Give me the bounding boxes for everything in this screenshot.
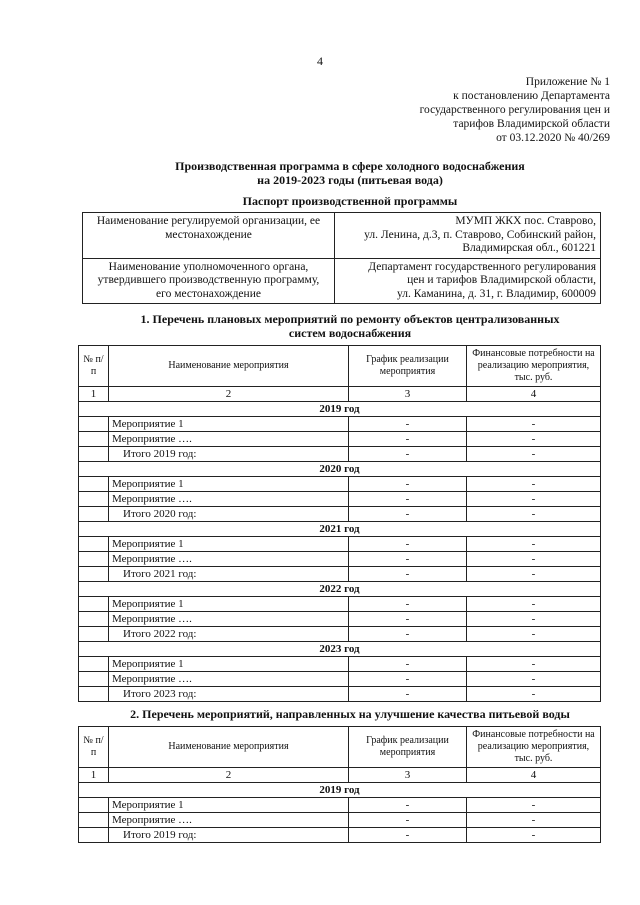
- event-finance: -: [467, 657, 601, 672]
- passport-text: его местонахождение: [156, 287, 261, 300]
- event-number: [79, 612, 109, 627]
- appendix-line: к постановлению Департамента: [453, 90, 610, 102]
- program-title-line: на 2019-2023 годы (питьевая вода): [257, 173, 443, 187]
- event-finance: -: [467, 537, 601, 552]
- program-title: [80, 159, 620, 187]
- section1-title: [80, 312, 620, 340]
- appendix-block: [360, 75, 610, 145]
- event-number: [79, 798, 109, 813]
- total-finance: -: [467, 687, 601, 702]
- total-number: [79, 507, 109, 522]
- column-numbers-row: [79, 768, 601, 783]
- event-row: [79, 552, 601, 567]
- passport-text: утвердившего производственную программу,: [97, 274, 320, 286]
- col-finance-header: Финансовые потребности на реализацию мероприятия, тыс. руб.: [467, 727, 601, 768]
- total-schedule: -: [349, 567, 467, 582]
- total-number: [79, 627, 109, 642]
- year-label: 2019 год: [79, 783, 601, 798]
- year-label: 2019 год: [79, 402, 601, 417]
- passport-text: Департамент государственного регулирования: [368, 260, 596, 273]
- event-schedule: -: [349, 657, 467, 672]
- event-schedule: -: [349, 612, 467, 627]
- event-row: [79, 492, 601, 507]
- total-finance: -: [467, 507, 601, 522]
- passport-title-text: Паспорт производственной программы: [242, 194, 458, 208]
- passport-value-cell: [335, 213, 601, 259]
- event-name: Мероприятие 1: [109, 798, 349, 813]
- total-schedule: -: [349, 447, 467, 462]
- section1-title-line: 1. Перечень плановых мероприятий по ремонту объектов централизованных: [140, 312, 560, 326]
- event-row: [79, 597, 601, 612]
- event-finance: -: [467, 492, 601, 507]
- year-label: 2020 год: [79, 462, 601, 477]
- event-schedule: -: [349, 672, 467, 687]
- total-number: [79, 567, 109, 582]
- total-number: [79, 828, 109, 843]
- passport-label-cell: [83, 258, 335, 304]
- event-name: Мероприятие 1: [109, 537, 349, 552]
- water-quality-events-table: [78, 726, 601, 843]
- total-label: Итого 2019 год:: [109, 447, 349, 462]
- table-header-row: [79, 346, 601, 387]
- event-name: Мероприятие ….: [109, 552, 349, 567]
- col-number-header: № п/п: [79, 346, 109, 387]
- col-finance-header: Финансовые потребности на реализацию мероприятия, тыс. руб.: [467, 346, 601, 387]
- event-name: Мероприятие 1: [109, 477, 349, 492]
- year-row: [79, 582, 601, 597]
- event-row: [79, 417, 601, 432]
- event-finance: -: [467, 477, 601, 492]
- event-schedule: -: [349, 552, 467, 567]
- year-row: [79, 783, 601, 798]
- col-schedule-header: График реализации мероприятия: [349, 346, 467, 387]
- appendix-line: от 03.12.2020 № 40/269: [496, 132, 610, 144]
- year-label: 2021 год: [79, 522, 601, 537]
- event-schedule: -: [349, 432, 467, 447]
- passport-text: МУМП ЖКХ пос. Ставрово,: [455, 215, 596, 227]
- event-finance: -: [467, 597, 601, 612]
- year-label: 2023 год: [79, 642, 601, 657]
- column-number: 2: [109, 768, 349, 783]
- passport-text: Наименование уполномоченного органа,: [108, 260, 309, 273]
- event-finance: -: [467, 798, 601, 813]
- event-finance: -: [467, 552, 601, 567]
- event-row: [79, 672, 601, 687]
- total-row: [79, 567, 601, 582]
- total-row: [79, 447, 601, 462]
- event-number: [79, 477, 109, 492]
- event-schedule: -: [349, 477, 467, 492]
- event-finance: -: [467, 612, 601, 627]
- passport-title: [80, 194, 620, 208]
- column-number: 4: [467, 768, 601, 783]
- event-name: Мероприятие ….: [109, 432, 349, 447]
- event-number: [79, 813, 109, 828]
- passport-table: [82, 212, 601, 304]
- total-label: Итого 2022 год:: [109, 627, 349, 642]
- event-row: [79, 612, 601, 627]
- event-name: Мероприятие 1: [109, 597, 349, 612]
- event-schedule: -: [349, 798, 467, 813]
- appendix-line: государственного регулирования цен и: [419, 104, 610, 116]
- event-name: Мероприятие ….: [109, 492, 349, 507]
- passport-text: ул. Ленина, д.3, п. Ставрово, Собинский район,: [364, 228, 596, 241]
- total-schedule: -: [349, 507, 467, 522]
- total-number: [79, 687, 109, 702]
- total-schedule: -: [349, 627, 467, 642]
- event-row: [79, 537, 601, 552]
- column-number: 3: [349, 768, 467, 783]
- col-name-header: Наименование мероприятия: [109, 727, 349, 768]
- event-schedule: -: [349, 597, 467, 612]
- total-finance: -: [467, 828, 601, 843]
- event-name: Мероприятие ….: [109, 612, 349, 627]
- passport-row-organization: [83, 213, 601, 259]
- event-schedule: -: [349, 813, 467, 828]
- section1-title-line: систем водоснабжения: [288, 326, 412, 340]
- passport-text: цен и тарифов Владимирской области,: [407, 274, 596, 286]
- event-number: [79, 552, 109, 567]
- passport-text: Наименование регулируемой организации, ее: [96, 215, 321, 227]
- total-schedule: -: [349, 828, 467, 843]
- table-header-row: [79, 727, 601, 768]
- event-finance: -: [467, 672, 601, 687]
- year-row: [79, 462, 601, 477]
- appendix-line: тарифов Владимирской области: [453, 118, 610, 130]
- total-row: [79, 507, 601, 522]
- column-number: 3: [349, 387, 467, 402]
- event-number: [79, 417, 109, 432]
- event-name: Мероприятие ….: [109, 813, 349, 828]
- year-label: 2022 год: [79, 582, 601, 597]
- event-name: Мероприятие 1: [109, 417, 349, 432]
- column-number: 1: [79, 387, 109, 402]
- passport-text: местонахождение: [165, 228, 252, 241]
- section2-title: [80, 707, 620, 721]
- event-schedule: -: [349, 417, 467, 432]
- column-number: 4: [467, 387, 601, 402]
- event-finance: -: [467, 432, 601, 447]
- event-row: [79, 432, 601, 447]
- event-name: Мероприятие ….: [109, 672, 349, 687]
- event-schedule: -: [349, 537, 467, 552]
- total-row: [79, 828, 601, 843]
- total-finance: -: [467, 567, 601, 582]
- appendix-line: Приложение № 1: [525, 76, 610, 88]
- column-number: 1: [79, 768, 109, 783]
- event-number: [79, 537, 109, 552]
- total-number: [79, 447, 109, 462]
- total-label: Итого 2019 год:: [109, 828, 349, 843]
- program-title-line: Производственная программа в сфере холодного водоснабжения: [175, 159, 525, 173]
- event-finance: -: [467, 417, 601, 432]
- total-label: Итого 2021 год:: [109, 567, 349, 582]
- section2-title-text: 2. Перечень мероприятий, направленных на улучшение качества питьевой воды: [130, 707, 570, 721]
- total-label: Итого 2023 год:: [109, 687, 349, 702]
- total-finance: -: [467, 447, 601, 462]
- passport-value-cell: [335, 258, 601, 304]
- event-schedule: -: [349, 492, 467, 507]
- repair-events-table-body: [79, 346, 601, 702]
- col-name-header: Наименование мероприятия: [109, 346, 349, 387]
- event-number: [79, 432, 109, 447]
- year-row: [79, 402, 601, 417]
- event-number: [79, 492, 109, 507]
- event-number: [79, 672, 109, 687]
- year-row: [79, 522, 601, 537]
- passport-label-cell: [83, 213, 335, 259]
- col-number-header: № п/п: [79, 727, 109, 768]
- water-quality-events-table-body: [79, 727, 601, 843]
- passport-row-authority: [83, 258, 601, 304]
- event-row: [79, 477, 601, 492]
- column-number: 2: [109, 387, 349, 402]
- total-label: Итого 2020 год:: [109, 507, 349, 522]
- event-number: [79, 657, 109, 672]
- event-row: [79, 813, 601, 828]
- total-finance: -: [467, 627, 601, 642]
- column-numbers-row: [79, 387, 601, 402]
- total-row: [79, 687, 601, 702]
- repair-events-table: [78, 345, 601, 702]
- event-name: Мероприятие 1: [109, 657, 349, 672]
- event-row: [79, 798, 601, 813]
- event-finance: -: [467, 813, 601, 828]
- page-number: 4: [317, 54, 323, 68]
- passport-text: ул. Каманина, д. 31, г. Владимир, 600009: [397, 287, 596, 300]
- event-row: [79, 657, 601, 672]
- col-schedule-header: График реализации мероприятия: [349, 727, 467, 768]
- total-row: [79, 627, 601, 642]
- passport-text: Владимирская обл., 601221: [462, 242, 596, 254]
- year-row: [79, 642, 601, 657]
- event-number: [79, 597, 109, 612]
- total-schedule: -: [349, 687, 467, 702]
